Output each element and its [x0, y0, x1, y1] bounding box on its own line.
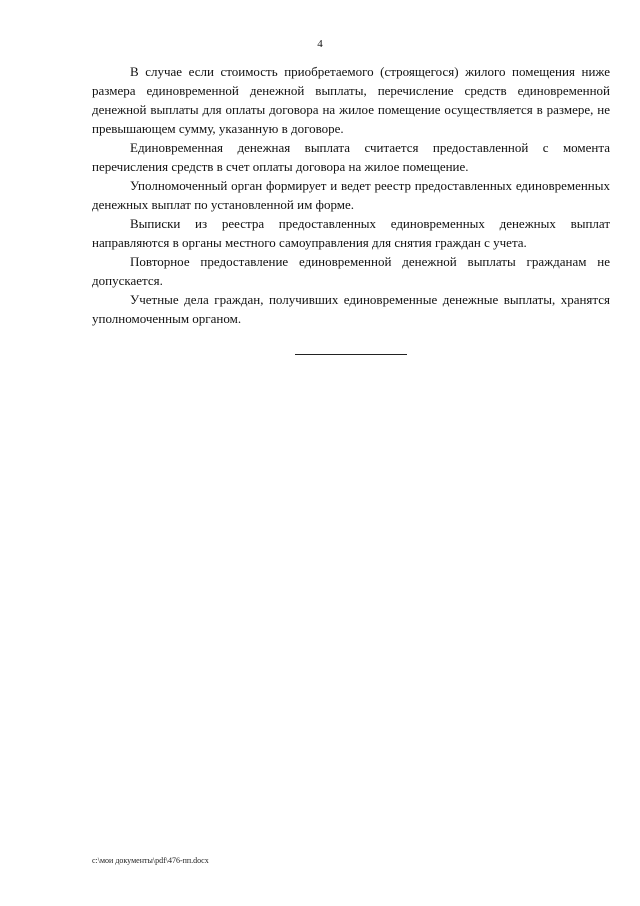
section-end-divider [295, 354, 407, 355]
document-body [92, 62, 610, 328]
paragraph-registry-maintenance: Уполномоченный орган формирует и ведет реестр предоставленных единовременных денежных выплат по установленной им форме. [92, 178, 610, 212]
paragraph-records-storage: Учетные дела граждан, получивших единовременные денежные выплаты, хранятся уполномоченным органом. [92, 292, 610, 326]
paragraph-registry-extracts: Выписки из реестра предоставленных единовременных денежных выплат направляются в органы местного самоуправления для снятия граждан с учета. [92, 216, 610, 250]
paragraph-payment-provided-moment: Единовременная денежная выплата считается предоставленной с момента перечисления средств в счет оплаты договора на жилое помещение. [92, 140, 610, 174]
paragraph-payment-below-cost: В случае если стоимость приобретаемого (строящегося) жилого помещения ниже размера единовременной денежной выплаты, перечисление средств единовременной денежной выплаты для оплаты договора на жилое помещение осуществляется в размере, не превышающем сумму, указанную в договоре. [92, 64, 610, 136]
page-number: 4 [317, 38, 323, 50]
footer-file-path: c:\мои документы\pdf\476-пп.docx [92, 856, 209, 865]
paragraph-repeat-not-allowed: Повторное предоставление единовременной денежной выплаты гражданам не допускается. [92, 254, 610, 288]
